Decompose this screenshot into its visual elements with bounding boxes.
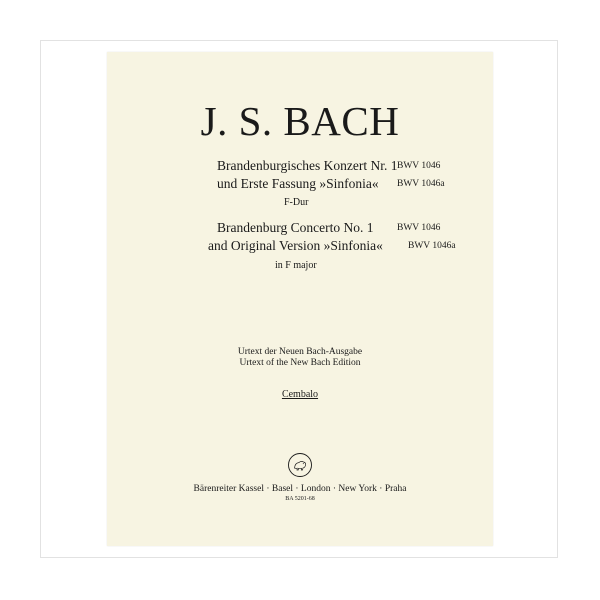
urtext-de: Urtext der Neuen Bach-Ausgabe <box>237 347 363 357</box>
title-de-line2: und Erste Fassung »Sinfonia« <box>217 176 379 191</box>
publisher-line: Bärenreiter Kassel · Basel · London · New York · Praha <box>193 484 407 494</box>
title-de-line1: Brandenburgisches Konzert Nr. 1 <box>217 158 398 173</box>
bwv-en-line1: BWV 1046 <box>397 223 441 233</box>
baerenreiter-logo-icon <box>287 452 313 478</box>
key-en: in F major <box>275 260 317 271</box>
instrument-name: Cembalo <box>281 389 319 400</box>
score-cover <box>107 52 493 546</box>
bwv-de-line1: BWV 1046 <box>397 161 441 171</box>
catalog-number: BA 5201-68 <box>285 496 315 502</box>
title-en-line1: Brandenburg Concerto No. 1 <box>217 220 374 235</box>
composer-name: J. S. BACH <box>200 98 400 144</box>
instrument-label <box>107 389 493 401</box>
title-en-line2: and Original Version »Sinfonia« <box>208 238 383 253</box>
urtext-en: Urtext of the New Bach Edition <box>239 358 361 368</box>
key-de: F-Dur <box>284 197 309 208</box>
bwv-en-line2: BWV 1046a <box>408 241 456 251</box>
bwv-de-line2: BWV 1046a <box>397 179 445 189</box>
